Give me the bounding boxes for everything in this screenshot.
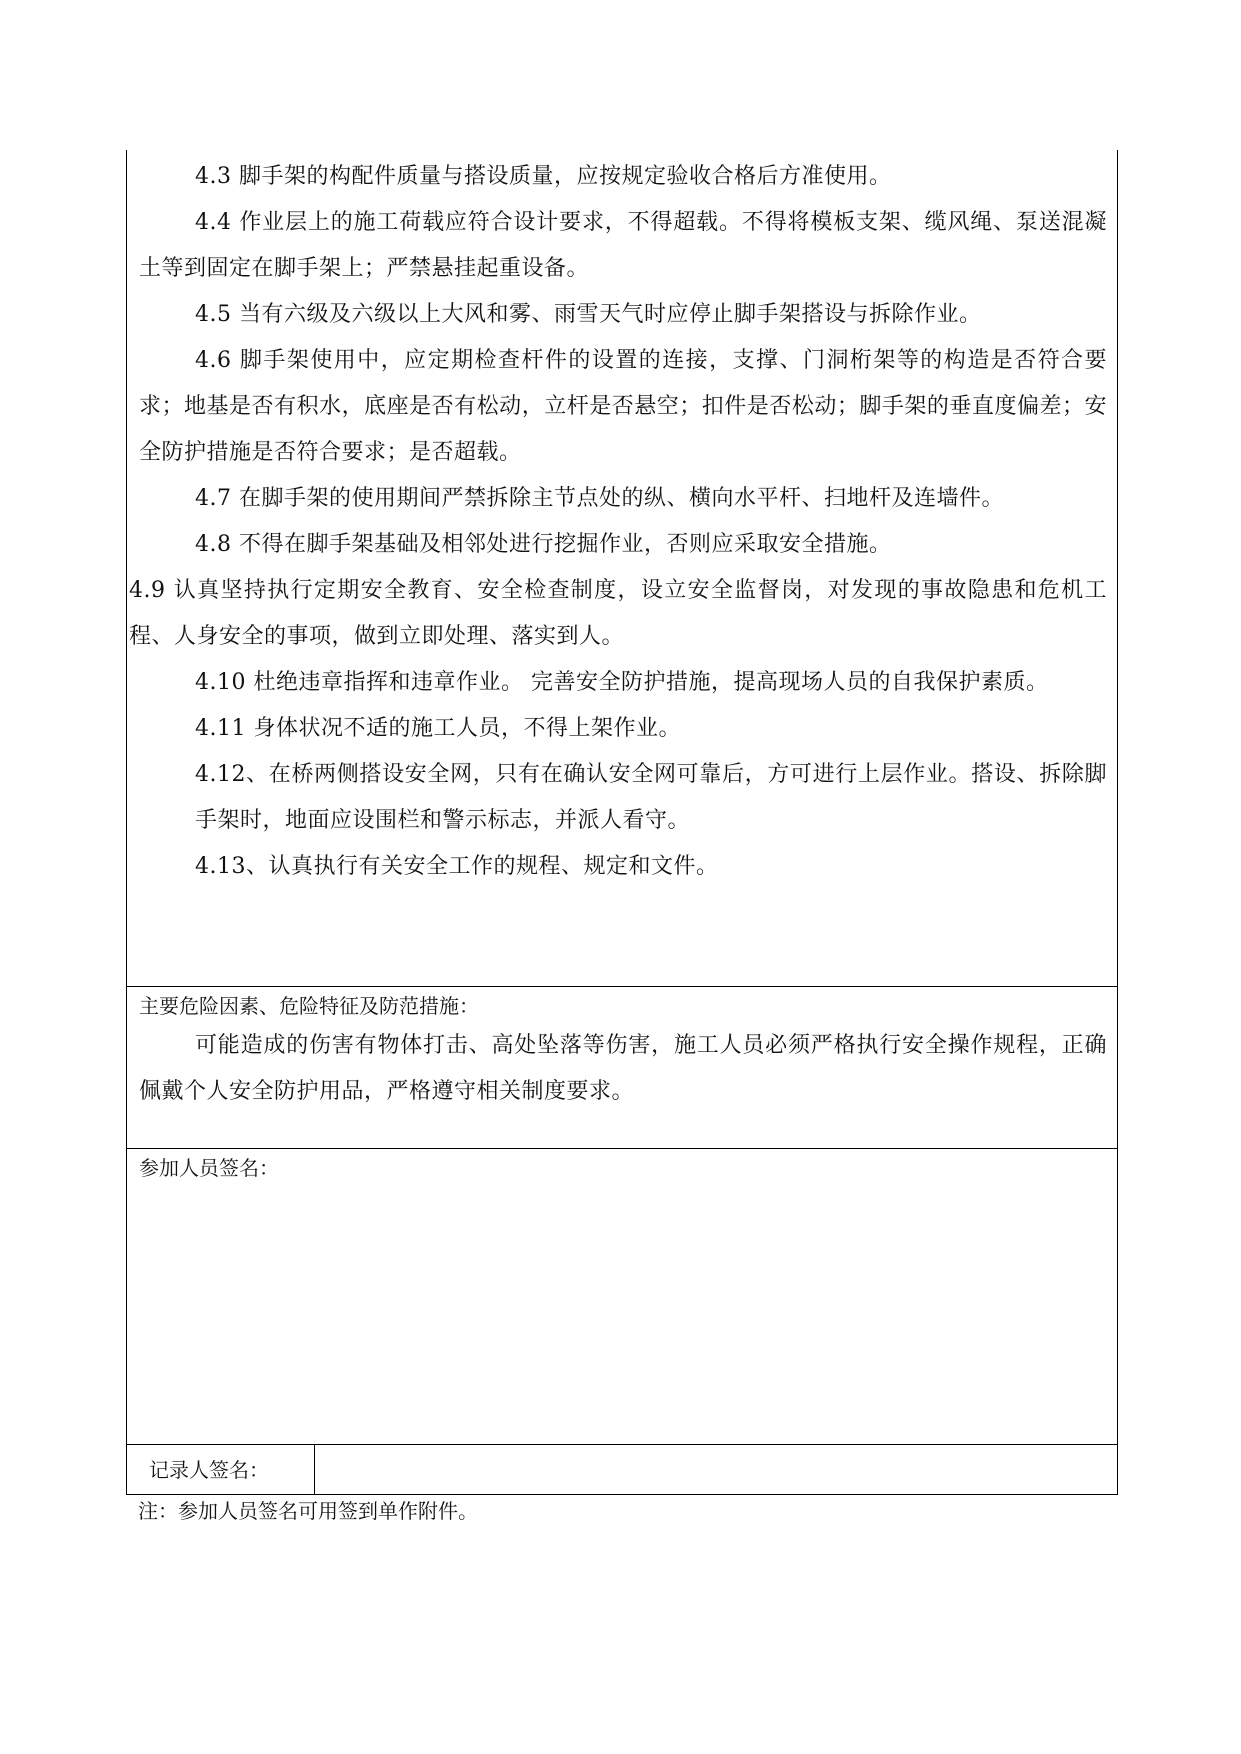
hazards-text: 可能造成的伤害有物体打击、高处坠落等伤害，施工人员必须严格执行安全操作规程，正确佩戴个人安全防护用品，严格遵守相关制度要求。 (139, 1033, 1107, 1104)
rule-4-9: 4.9 认真坚持执行定期安全教育、安全检查制度，设立安全监督岗，对发现的事故隐患和危机工程、人身安全的事项，做到立即处理、落实到人。 (129, 578, 1107, 649)
rule-4-10: 4.10 杜绝违章指挥和违章作业。 完善安全防护措施，提高现场人员的自我保护素质。 (195, 670, 1049, 695)
rule-4-5: 4.5 当有六级及六级以上大风和雾、雨雪天气时应停止脚手架搭设与拆除作业。 (195, 302, 982, 327)
hazards-label: 主要危险因素、危险特征及防范措施： (139, 994, 479, 1018)
footnote: 注：参加人员签名可用签到单作附件。 (138, 1499, 478, 1523)
safety-briefing-form (126, 150, 1118, 1495)
rule-4-11: 4.11 身体状况不适的施工人员，不得上架作业。 (195, 716, 681, 741)
recorder-label: 记录人签名： (127, 1445, 315, 1494)
recorder-row (127, 1444, 1117, 1494)
rule-4-3: 4.3 脚手架的构配件质量与搭设质量，应按规定验收合格后方准使用。 (195, 164, 892, 189)
signatures-section[interactable] (127, 1148, 1117, 1444)
rules-section (127, 150, 1117, 986)
rule-4-8: 4.8 不得在脚手架基础及相邻处进行挖掘作业，否则应采取安全措施。 (195, 532, 892, 557)
hazards-section (127, 986, 1117, 1148)
recorder-signature-field[interactable] (315, 1445, 1117, 1494)
rule-4-13: 4.13、认真执行有关安全工作的规程、规定和文件。 (195, 854, 719, 879)
rule-4-7: 4.7 在脚手架的使用期间严禁拆除主节点处的纵、横向水平杆、扫地杆及连墙件。 (195, 486, 1004, 511)
rule-4-12: 4.12、在桥两侧搭设安全网，只有在确认安全网可靠后，方可进行上层作业。搭设、拆除脚手架时，地面应设围栏和警示标志，并派人看守。 (195, 762, 1107, 833)
signatures-label: 参加人员签名： (139, 1156, 279, 1180)
rule-4-4: 4.4 作业层上的施工荷载应符合设计要求，不得超载。不得将模板支架、缆风绳、泵送混凝土等到固定在脚手架上；严禁悬挂起重设备。 (139, 210, 1107, 281)
rule-4-6: 4.6 脚手架使用中，应定期检查杆件的设置的连接，支撑、门洞桁架等的构造是否符合要求；地基是否有积水，底座是否有松动，立杆是否悬空；扣件是否松动；脚手架的垂直度偏差；安全防护措施是否符合要求；是否超载。 (139, 348, 1107, 465)
